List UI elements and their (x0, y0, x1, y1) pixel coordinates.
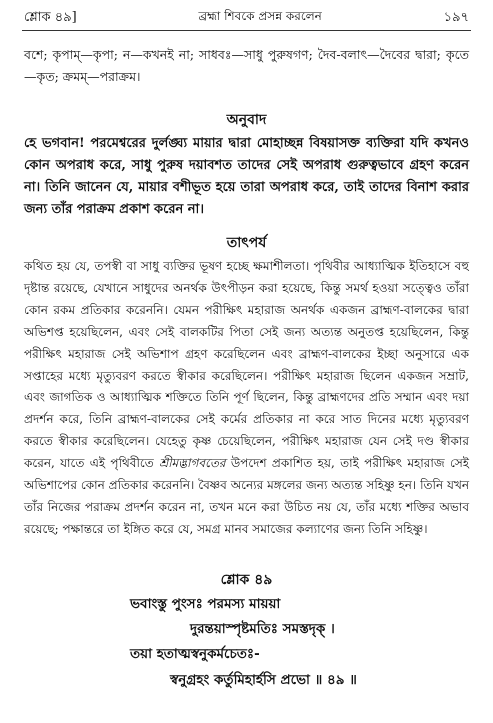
header-verse-ref: শ্লোক ৪৯] (24, 9, 77, 25)
header-rule (22, 30, 471, 31)
purport-heading: তাৎপর্য (226, 235, 267, 251)
header-chapter-title: ব্রহ্মা শিবকে প্রসন্ন করলেন (198, 9, 322, 23)
verse-line-1: ভবাংস্তু পুংসঃ পরমস্য মায়য়া (130, 596, 281, 612)
running-header (24, 6, 469, 30)
page-number: ১৯৭ (443, 9, 469, 25)
synonyms-paragraph: বশে; কৃপাম্—কৃপা; ন—কখনই না; সাধবঃ—সাধু পুরুষগণ; দৈব-বলাৎ—দৈবের দ্বারা; কৃতে—কৃত; ক্রমম্—পরাক্রম। (24, 47, 469, 84)
purport-text-a: কথিত হয় যে, তপস্বী বা সাধু ব্যক্তির ভূষণ হচ্ছে ক্ষমাশীলতা। পৃথিবীর আধ্যাত্মিক ইতিহাসে বহু দৃষ্টান্ত রয়েছে, যেখানে সাধুদের অনর্থক উৎপীড়ন করা হয়েছে, কিন্তু সমর্থ হওয়া সত্ত্বেও তাঁরা কোন রকম প্রতিকার করেননি। যেমন পরীক্ষিৎ মহারাজ অনর্থক একজন ব্রাহ্মণ-বালকের দ্বারা অভিশপ্ত হয়েছিলেন, এবং সেই বালকটির পিতা সেই জন্য অত্যন্ত অনুতপ্ত হয়েছিলেন, কিন্তু পরীক্ষিৎ মহারাজ সেই অভিশাপ গ্রহণ করেছিলেন এবং ব্রাহ্মণ-বালকের ইচ্ছা অনুসারে এক সপ্তাহের মধ্যে মৃত্যুবরণ করতে স্বীকার করেছিলেন। পরীক্ষিৎ মহারাজ ছিলেন একজন সম্রাট, এবং জাগতিক ও আধ্যাত্মিক শক্তিতে তিনি পূর্ণ ছিলেন, কিন্তু ব্রাহ্মণদের প্রতি সম্মান এবং দয়া প্রদর্শন করে, তিনি ব্রাহ্মণ-বালকের সেই কর্মের প্রতিকার না করে সাত দিনের মধ্যে মৃত্যুবরণ করতে স্বীকার করেছিলেন। যেহেতু কৃষ্ণ চেয়েছিলেন, পরীক্ষিৎ মহারাজ যেন সেই দণ্ড স্বীকার করেন, যাতে এই পৃথিবীতে (24, 259, 469, 471)
verse-line-4: স্বনুগ্রহং কর্তুমিহার্হসি প্রভো ॥ ৪৯ ॥ (170, 672, 357, 688)
verse-heading: শ্লোক ৪৯ (220, 572, 273, 588)
verse-line-2: দুরন্তয়াস্পৃষ্টমতিঃ সমস্তদৃক্ । (190, 621, 335, 637)
verse-line-3: তয়া হতাত্মস্বনুকর্মচেতঃ- (130, 646, 260, 662)
translation-paragraph: হে ভগবান! পরমেশ্বরের দুর্লঙ্ঘ্য মায়ার দ্বারা মোহাচ্ছন্ন বিষয়াসক্ত ব্যক্তিরা যদি কখনও কোন অপরাধ করে, সাধু পুরুষ দয়াবশত তাদের সেই অপরাধ গুরুত্বভাবে গ্রহণ করেন না। তিনি জানেন যে, মায়ার বশীভূত হয়ে তারা অপরাধ করে, তাই তাদের বিনাশ করার জন্য তাঁর পরাক্রম প্রকাশ করেন না। (24, 136, 469, 217)
purport-text-b: উপদেশ প্রকাশিত হয়, তাই পরীক্ষিৎ মহারাজ সেই অভিশাপের কোন প্রতিকার করেননি। বৈষ্ণব অন্যের মঙ্গলের জন্য অত্যন্ত সহিষ্ণু হন। তিনি যখন তাঁর নিজের পরাক্রম প্রদর্শন করেন না, তখন মনে করা উচিত নয় যে, তাঁর মধ্যে শক্তির অভাব রয়েছে; পক্ষান্তরে তা ইঙ্গিত করে যে, সমগ্র মানব সমাজের কল্যাণের জন্য তিনি সহিষ্ণু। (24, 456, 469, 536)
translation-heading: অনুবাদ (226, 112, 267, 128)
purport-italic-title: শ্রীমদ্ভাগবতের (159, 456, 226, 471)
purport-paragraph (24, 256, 469, 541)
